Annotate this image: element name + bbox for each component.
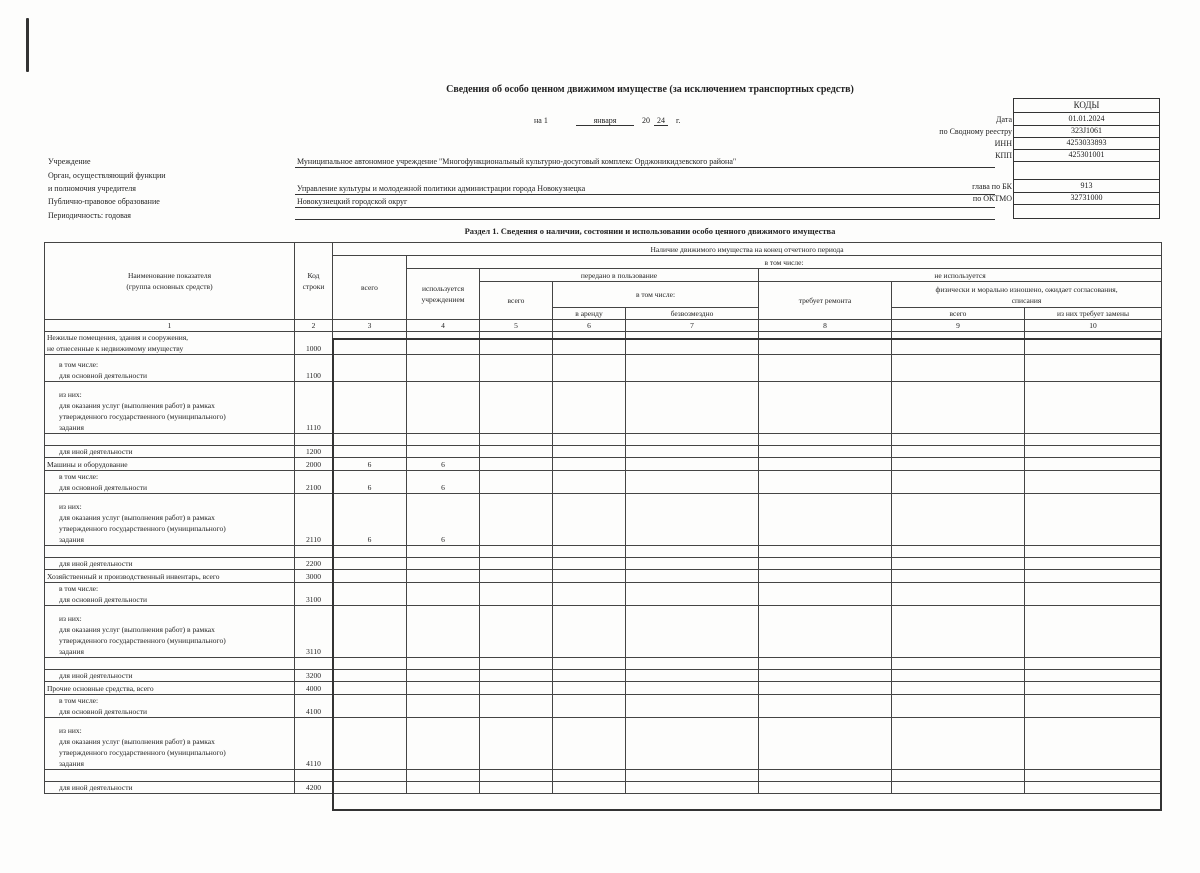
row-cell-empty (553, 382, 626, 434)
row-cell-empty (553, 583, 626, 606)
row-value-v4 (407, 434, 480, 446)
row-value-v3: 6 (333, 494, 407, 546)
table-row (45, 546, 1162, 558)
header-vtomchisle2: в том числе: (553, 282, 759, 308)
row-cell-empty (759, 570, 892, 583)
row-code (295, 434, 333, 446)
row-value-v3 (333, 682, 407, 695)
row-cell-empty (1025, 446, 1162, 458)
row-cell-empty (480, 434, 553, 446)
col-num: 2 (295, 320, 333, 332)
row-cell-empty (480, 458, 553, 471)
table-row (45, 471, 1162, 494)
codes-label-oktmo: по ОКТМО (972, 194, 1012, 203)
row-cell-empty (626, 494, 759, 546)
header-ispuchr: используется учреждением (407, 269, 480, 320)
row-cell-empty (553, 494, 626, 546)
row-cell-empty (626, 695, 759, 718)
table-row (45, 583, 1162, 606)
pub-underline (295, 207, 995, 208)
row-cell-empty (480, 494, 553, 546)
row-value-v3: 6 (333, 458, 407, 471)
codes-label-inn: ИНН (994, 139, 1012, 148)
row-cell-empty (892, 570, 1025, 583)
row-cell-empty (759, 355, 892, 382)
row-code: 3100 (295, 583, 333, 606)
row-name: в том числе: для основной деятельности (45, 471, 295, 494)
row-name (45, 658, 295, 670)
row-cell-empty (759, 606, 892, 658)
codes-value-inn: 4253033893 (1014, 137, 1159, 150)
codes-value-svod: 323J1061 (1014, 125, 1159, 138)
row-cell-empty (626, 355, 759, 382)
row-cell-empty (480, 718, 553, 770)
row-cell-empty (1025, 682, 1162, 695)
row-cell-empty (626, 606, 759, 658)
column-number-row (45, 320, 1162, 332)
row-value-v3 (333, 570, 407, 583)
row-code (295, 770, 333, 782)
row-cell-empty (759, 670, 892, 682)
codes-label-svod: по Сводному реестру (939, 127, 1012, 136)
row-cell-empty (626, 446, 759, 458)
row-value-v3 (333, 332, 407, 355)
row-value-v4 (407, 718, 480, 770)
row-cell-empty (1025, 770, 1162, 782)
section-title: Раздел 1. Сведения о наличии, состоянии и использовании особо ценного движимого имущества (464, 226, 836, 236)
row-cell-empty (892, 471, 1025, 494)
col-num: 9 (892, 320, 1025, 332)
table-row (45, 606, 1162, 658)
date-month: января (576, 116, 634, 126)
row-name: Нежилые помещения, здания и сооружения, не отнесенные к недвижимому имуществу (45, 332, 295, 355)
row-cell-empty (759, 583, 892, 606)
row-cell-empty (553, 570, 626, 583)
row-cell-empty (892, 583, 1025, 606)
row-value-v4 (407, 558, 480, 570)
row-cell-empty (626, 682, 759, 695)
row-value-v3 (333, 583, 407, 606)
row-cell-empty (480, 583, 553, 606)
row-value-v4 (407, 382, 480, 434)
row-cell-empty (759, 382, 892, 434)
row-cell-empty (892, 718, 1025, 770)
table-row (45, 570, 1162, 583)
row-value-v4 (407, 770, 480, 782)
row-cell-empty (1025, 546, 1162, 558)
row-cell-empty (759, 494, 892, 546)
row-cell-empty (892, 658, 1025, 670)
row-cell-empty (626, 770, 759, 782)
pub-label: Публично-правовое образование (48, 197, 160, 206)
row-value-v3: 6 (333, 471, 407, 494)
row-cell-empty (759, 471, 892, 494)
row-value-v4: 6 (407, 458, 480, 471)
row-name: в том числе: для основной деятельности (45, 583, 295, 606)
organ-underline (295, 194, 995, 195)
row-value-v4 (407, 606, 480, 658)
row-cell-empty (759, 695, 892, 718)
row-code: 1000 (295, 332, 333, 355)
uchrezhdenie-value: Муниципальное автономное учреждение "Многофункциональный культурно-досуговый комплекс Орджоникидзевского района" (297, 157, 737, 166)
row-value-v4: 6 (407, 471, 480, 494)
row-value-v4 (407, 583, 480, 606)
row-value-v4 (407, 355, 480, 382)
row-name: в том числе: для основной деятельности (45, 355, 295, 382)
header-zamena: из них требует замены (1025, 308, 1162, 320)
col-num: 1 (45, 320, 295, 332)
row-cell-empty (892, 446, 1025, 458)
row-code: 4000 (295, 682, 333, 695)
row-cell-empty (892, 494, 1025, 546)
row-cell-empty (553, 670, 626, 682)
row-name: из них: для оказания услуг (выполнения работ) в рамках утвержденного государственного (муниципального) задания (45, 494, 295, 546)
table-row (45, 558, 1162, 570)
row-value-v4: 6 (407, 494, 480, 546)
row-value-v4 (407, 570, 480, 583)
row-value-v3 (333, 782, 407, 794)
row-name: из них: для оказания услуг (выполнения работ) в рамках утвержденного государственного (муниципального) задания (45, 606, 295, 658)
row-value-v3 (333, 446, 407, 458)
row-cell-empty (626, 471, 759, 494)
row-cell-empty (553, 718, 626, 770)
row-cell-empty (480, 782, 553, 794)
row-cell-empty (626, 434, 759, 446)
row-cell-empty (626, 558, 759, 570)
row-cell-empty (759, 770, 892, 782)
row-value-v3 (333, 382, 407, 434)
row-value-v4 (407, 695, 480, 718)
row-cell-empty (553, 458, 626, 471)
row-cell-empty (553, 658, 626, 670)
row-value-v3 (333, 606, 407, 658)
row-value-v3 (333, 695, 407, 718)
header-arenda: в аренду (553, 308, 626, 320)
organ-label-2: и полномочия учредителя (48, 184, 136, 193)
header-vtomchisle: в том числе: (407, 256, 1162, 269)
row-name: для иной деятельности (45, 446, 295, 458)
header-vsego9: всего (892, 308, 1025, 320)
row-cell-empty (892, 382, 1025, 434)
row-cell-empty (553, 355, 626, 382)
table-row (45, 782, 1162, 794)
date-year-prefix: 20 (642, 116, 650, 125)
row-name: Хозяйственный и производственный инвентарь, всего (45, 570, 295, 583)
header-code: Код строки (295, 243, 333, 320)
row-value-v3 (333, 718, 407, 770)
codes-value-empty1 (1014, 161, 1159, 180)
row-cell-empty (892, 770, 1025, 782)
row-cell-empty (480, 670, 553, 682)
row-cell-empty (759, 446, 892, 458)
table-row (45, 355, 1162, 382)
row-cell-empty (759, 434, 892, 446)
date-g: г. (676, 116, 681, 125)
row-cell-empty (892, 355, 1025, 382)
row-cell-empty (480, 770, 553, 782)
row-cell-empty (759, 458, 892, 471)
uchrezhdenie-label: Учреждение (48, 157, 91, 166)
row-cell-empty (553, 695, 626, 718)
row-cell-empty (1025, 355, 1162, 382)
row-code (295, 546, 333, 558)
row-cell-empty (1025, 332, 1162, 355)
col-num: 7 (626, 320, 759, 332)
row-code: 2200 (295, 558, 333, 570)
row-code: 3000 (295, 570, 333, 583)
row-cell-empty (480, 658, 553, 670)
row-cell-empty (1025, 583, 1162, 606)
row-name: для иной деятельности (45, 782, 295, 794)
row-code: 4200 (295, 782, 333, 794)
row-cell-empty (1025, 670, 1162, 682)
period-label: Периодичность: годовая (48, 211, 131, 220)
row-name (45, 546, 295, 558)
row-name: из них: для оказания услуг (выполнения работ) в рамках утвержденного государственного (муниципального) задания (45, 382, 295, 434)
header-name: Наименование показателя (группа основных средств) (45, 243, 295, 320)
row-value-v3 (333, 770, 407, 782)
row-cell-empty (892, 606, 1025, 658)
row-cell-empty (626, 670, 759, 682)
row-name: для иной деятельности (45, 558, 295, 570)
pub-value: Новокузнецкий городской округ (297, 197, 408, 206)
row-code: 3110 (295, 606, 333, 658)
row-cell-empty (759, 782, 892, 794)
row-value-v4 (407, 682, 480, 695)
organ-value: Управление культуры и молодежной политики администрации города Новокузнецка (297, 184, 586, 193)
table-row (45, 682, 1162, 695)
table-row (45, 382, 1162, 434)
row-cell-empty (480, 558, 553, 570)
row-cell-empty (892, 332, 1025, 355)
row-cell-empty (1025, 382, 1162, 434)
row-value-v4 (407, 446, 480, 458)
row-cell-empty (1025, 695, 1162, 718)
row-code: 3200 (295, 670, 333, 682)
col-num: 8 (759, 320, 892, 332)
date-year: 24 (654, 116, 668, 126)
row-cell-empty (892, 546, 1025, 558)
header-vsego5: всего (480, 282, 553, 320)
row-cell-empty (480, 446, 553, 458)
row-cell-empty (553, 434, 626, 446)
header-vsego: всего (333, 256, 407, 320)
row-cell-empty (480, 355, 553, 382)
table-row (45, 446, 1162, 458)
header-nalichie: Наличие движимого имущества на конец отчетного периода (333, 243, 1162, 256)
codes-value-bk: 913 (1014, 180, 1159, 193)
row-cell-empty (1025, 718, 1162, 770)
row-cell-empty (892, 782, 1025, 794)
row-cell-empty (553, 606, 626, 658)
row-cell-empty (1025, 458, 1162, 471)
codes-value-date: 01.01.2024 (1014, 113, 1159, 126)
row-cell-empty (892, 434, 1025, 446)
row-name: Прочие основные средства, всего (45, 682, 295, 695)
row-cell-empty (1025, 570, 1162, 583)
codes-value-empty2 (1014, 204, 1159, 218)
row-code: 1200 (295, 446, 333, 458)
row-cell-empty (626, 658, 759, 670)
row-code: 2000 (295, 458, 333, 471)
row-code (295, 658, 333, 670)
table-row (45, 434, 1162, 446)
scan-artifact (26, 18, 29, 72)
row-cell-empty (759, 558, 892, 570)
row-cell-empty (759, 718, 892, 770)
row-cell-empty (480, 570, 553, 583)
row-cell-empty (553, 770, 626, 782)
row-code: 1110 (295, 382, 333, 434)
row-value-v3 (333, 546, 407, 558)
row-cell-empty (1025, 434, 1162, 446)
date-na: на 1 (534, 116, 548, 125)
row-cell-empty (553, 558, 626, 570)
row-value-v3 (333, 658, 407, 670)
row-cell-empty (626, 458, 759, 471)
row-cell-empty (892, 458, 1025, 471)
codes-header: КОДЫ (1014, 99, 1159, 113)
property-table (44, 242, 1162, 794)
report-date-line (520, 116, 720, 128)
table-row (45, 458, 1162, 471)
row-cell-empty (626, 583, 759, 606)
row-cell-empty (480, 695, 553, 718)
row-value-v4 (407, 332, 480, 355)
row-cell-empty (626, 332, 759, 355)
table-row (45, 695, 1162, 718)
row-value-v3 (333, 558, 407, 570)
row-cell-empty (626, 382, 759, 434)
row-cell-empty (553, 546, 626, 558)
row-cell-empty (553, 782, 626, 794)
table-row (45, 718, 1162, 770)
row-cell-empty (480, 471, 553, 494)
row-cell-empty (626, 546, 759, 558)
row-cell-empty (892, 695, 1025, 718)
organ-label-1: Орган, осуществляющий функции (48, 171, 166, 180)
row-cell-empty (553, 332, 626, 355)
col-num: 3 (333, 320, 407, 332)
row-value-v3 (333, 355, 407, 382)
row-value-v3 (333, 434, 407, 446)
row-cell-empty (626, 718, 759, 770)
row-code: 4100 (295, 695, 333, 718)
header-remont: требует ремонта (759, 282, 892, 320)
codes-box (1013, 98, 1160, 219)
header-bezvozm: безвозмездно (626, 308, 759, 320)
document-title: Сведения об особо ценном движимом имуществе (за исключением транспортных средств) (446, 84, 854, 95)
row-code: 2110 (295, 494, 333, 546)
row-name: для иной деятельности (45, 670, 295, 682)
codes-label-kpp: КПП (995, 151, 1012, 160)
row-name (45, 770, 295, 782)
row-cell-empty (1025, 494, 1162, 546)
table-row (45, 770, 1162, 782)
table-body (45, 332, 1162, 794)
table-row (45, 332, 1162, 355)
row-cell-empty (1025, 606, 1162, 658)
row-code: 4110 (295, 718, 333, 770)
row-cell-empty (892, 670, 1025, 682)
codes-label-bk: глава по БК (972, 182, 1012, 191)
row-cell-empty (892, 682, 1025, 695)
row-cell-empty (759, 332, 892, 355)
row-name (45, 434, 295, 446)
row-cell-empty (480, 682, 553, 695)
row-name: из них: для оказания услуг (выполнения работ) в рамках утвержденного государственного (муниципального) задания (45, 718, 295, 770)
row-cell-empty (892, 558, 1025, 570)
row-cell-empty (759, 658, 892, 670)
uchrezhdenie-underline (295, 167, 995, 168)
row-cell-empty (480, 606, 553, 658)
row-cell-empty (480, 382, 553, 434)
row-cell-empty (553, 682, 626, 695)
row-cell-empty (1025, 658, 1162, 670)
row-cell-empty (1025, 471, 1162, 494)
row-cell-empty (626, 782, 759, 794)
codes-label-date: Дата (996, 115, 1012, 124)
header-neisp: не используется (759, 269, 1162, 282)
table-row (45, 670, 1162, 682)
col-num: 6 (553, 320, 626, 332)
codes-value-oktmo: 32731000 (1014, 192, 1159, 205)
col-num: 4 (407, 320, 480, 332)
row-cell-empty (480, 332, 553, 355)
row-cell-empty (1025, 558, 1162, 570)
row-value-v4 (407, 546, 480, 558)
col-num: 5 (480, 320, 553, 332)
row-cell-empty (480, 546, 553, 558)
header-peredano: передано в пользование (480, 269, 759, 282)
row-name: Машины и оборудование (45, 458, 295, 471)
row-cell-empty (626, 570, 759, 583)
row-cell-empty (759, 546, 892, 558)
row-code: 2100 (295, 471, 333, 494)
header-iznos: физически и морально изношено, ожидает согласования, списания (892, 282, 1162, 308)
row-name: в том числе: для основной деятельности (45, 695, 295, 718)
period-underline (295, 219, 995, 220)
row-cell-empty (553, 446, 626, 458)
col-num: 10 (1025, 320, 1162, 332)
row-value-v3 (333, 670, 407, 682)
row-cell-empty (553, 471, 626, 494)
codes-value-kpp: 425301001 (1014, 149, 1159, 162)
row-cell-empty (1025, 782, 1162, 794)
row-code: 1100 (295, 355, 333, 382)
row-value-v4 (407, 670, 480, 682)
table-row (45, 494, 1162, 546)
table-row (45, 658, 1162, 670)
row-cell-empty (759, 682, 892, 695)
row-value-v4 (407, 658, 480, 670)
row-value-v4 (407, 782, 480, 794)
